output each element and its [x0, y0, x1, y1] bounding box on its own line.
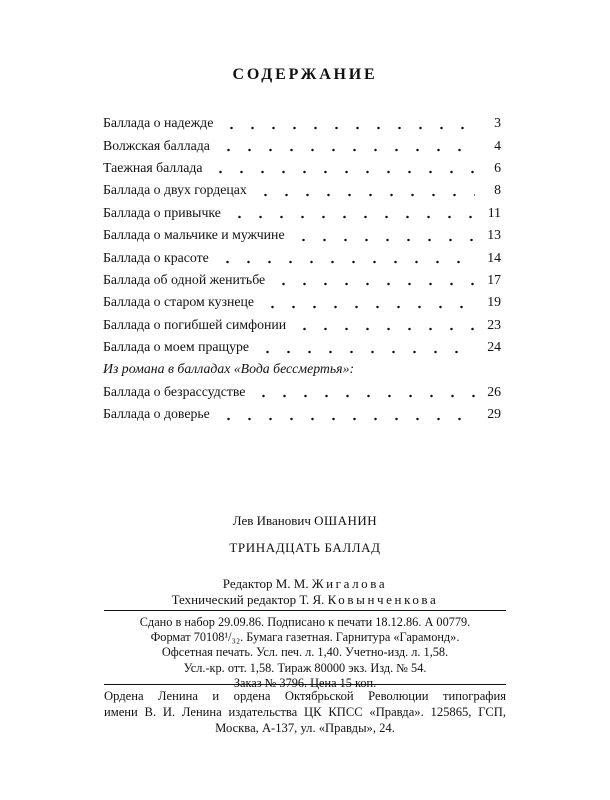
editor-role: Редактор М. М. — [222, 576, 309, 591]
contents-title: СОДЕРЖАНИЕ — [232, 66, 378, 83]
toc-entry-page: 8 — [494, 182, 501, 198]
editor-name: Жигалова — [311, 576, 388, 591]
author-given-names: Лев Иванович — [232, 513, 311, 528]
editor-line — [0, 576, 610, 592]
toc-entry-label: Баллада об одной женитьбе — [103, 272, 269, 288]
toc-entry-label: Баллада о безрассудстве — [103, 384, 249, 400]
toc-entry[interactable] — [103, 336, 501, 358]
toc-entry[interactable] — [103, 269, 501, 291]
dot-leader — [251, 184, 475, 197]
editors-block — [0, 576, 610, 608]
toc-entry[interactable] — [103, 291, 501, 313]
print-details — [104, 615, 506, 691]
dot-leader — [206, 161, 475, 174]
dot-leader — [249, 385, 475, 398]
dot-leader — [225, 206, 475, 219]
publisher-line: Москва, А-137, ул. «Правды», 24. — [215, 721, 395, 735]
dot-leader — [258, 296, 475, 309]
toc-entry[interactable] — [103, 179, 501, 201]
toc-entry-label: Баллада о моем пращуре — [103, 339, 253, 355]
toc-subheading — [103, 358, 501, 380]
dot-leader — [217, 117, 475, 130]
toc-entry-label: Баллада о двух гордецах — [103, 182, 251, 198]
toc-entry[interactable] — [103, 403, 501, 425]
toc-entry[interactable] — [103, 224, 501, 246]
toc-entry-label: Волжская баллада — [103, 138, 214, 154]
dot-leader — [213, 251, 475, 264]
toc-entry-page: 24 — [487, 339, 501, 355]
toc-entry-page: 3 — [494, 115, 501, 131]
toc-entry-page: 29 — [487, 406, 501, 422]
toc-entry-page: 4 — [494, 137, 501, 153]
divider-top — [104, 610, 506, 611]
dot-leader — [253, 341, 475, 354]
table-of-contents — [103, 112, 501, 425]
print-line: Заказ № 3796. Цена 15 коп. — [233, 675, 377, 690]
toc-entry-page: 13 — [487, 227, 501, 243]
publisher-line: имени В. И. Ленина издательства ЦК КПСС «Правда». 125865, ГСП, — [104, 705, 506, 719]
tech-editor-role: Технический редактор Т. Я. — [171, 592, 325, 607]
author-surname: ОШАНИН — [314, 513, 378, 528]
author-line — [0, 513, 610, 529]
dot-leader — [289, 229, 475, 242]
toc-entry-page: 26 — [487, 383, 501, 399]
print-line: Сдано в набор 29.09.86. Подписано к печати 18.12.86. А 00779. — [139, 615, 471, 629]
toc-entry-label: Баллада о привычке — [103, 205, 225, 221]
toc-entry[interactable] — [103, 246, 501, 268]
tech-editor-name: Ковынченкова — [327, 592, 439, 607]
dot-leader — [214, 408, 475, 421]
toc-entry-page: 19 — [487, 294, 501, 310]
toc-entry-label: Баллада о красоте — [103, 250, 213, 266]
dot-leader — [269, 273, 475, 286]
toc-entry[interactable] — [103, 381, 501, 403]
toc-entry-label: Баллада о доверье — [103, 406, 214, 422]
dot-leader — [214, 139, 475, 152]
toc-entry[interactable] — [103, 314, 501, 336]
toc-entry-page: 6 — [494, 159, 501, 175]
divider-bottom — [104, 684, 506, 685]
toc-entry-label: Баллада о надежде — [103, 115, 217, 131]
book-title: ТРИНАДЦАТЬ БАЛЛАД — [229, 540, 381, 555]
toc-entry-label: Баллада о мальчике и мужчине — [103, 227, 289, 243]
print-line: Формат 70108¹/₃₂. Бумага газетная. Гарнитура «Гарамонд». — [150, 630, 460, 645]
publisher-line: Ордена Ленина и ордена Октябрьской Революции типография — [104, 689, 506, 703]
toc-entry-label: Баллада о погибшей симфонии — [103, 317, 290, 333]
toc-entry-page: 17 — [487, 271, 501, 287]
toc-entry[interactable] — [103, 112, 501, 134]
print-line: Офсетная печать. Усл. печ. л. 1,40. Учетно-изд. л. 1,58. — [161, 645, 449, 660]
toc-subheading-text: Из романа в балладах «Вода бессмертья»: — [103, 361, 355, 377]
toc-entry-label: Таежная баллада — [103, 160, 206, 176]
tech-editor-line — [0, 592, 610, 608]
toc-entry[interactable] — [103, 202, 501, 224]
toc-entry-page: 11 — [487, 204, 501, 220]
toc-entry[interactable] — [103, 134, 501, 156]
toc-entry-page: 23 — [487, 316, 501, 332]
print-line: Усл.-кр. отт. 1,58. Тираж 80000 экз. Изд. № 54. — [183, 660, 427, 675]
toc-entry[interactable] — [103, 157, 501, 179]
toc-entry-label: Баллада о старом кузнеце — [103, 294, 258, 310]
toc-entry-page: 14 — [487, 249, 501, 265]
publisher-block — [104, 688, 506, 736]
dot-leader — [290, 318, 475, 331]
